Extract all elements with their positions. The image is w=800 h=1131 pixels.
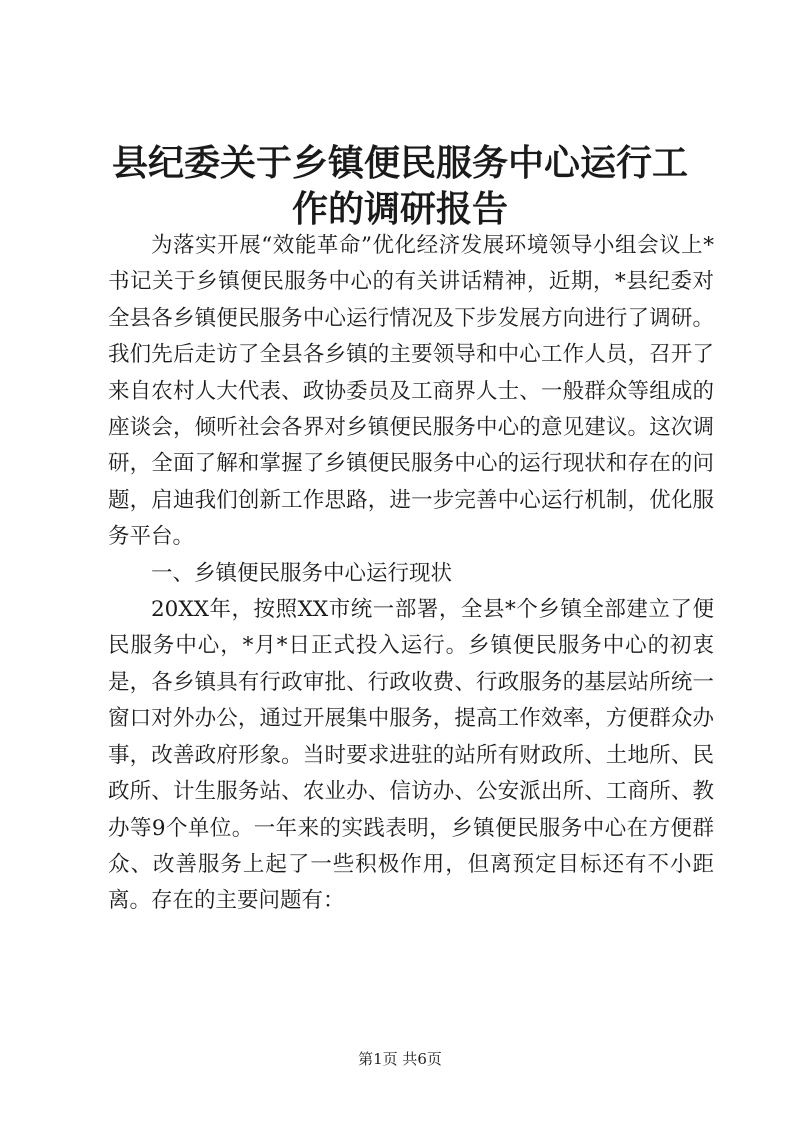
paragraph-status: 20XX年，按照XX市统一部署，全县*个乡镇全部建立了便民服务中心，*月*日正式投入运行。乡镇便民服务中心的初衷是，各乡镇具有行政审批、行政收费、行政服务的基层站所统一窗口对外办公，通过开展集中服务，提高工作效率，方便群众办事，改善政府形象。当时要求进驻的站所有财政所、土地所、民政所、计生服务站、农业办、信访办、公安派出所、工商所、教办等9个单位。一年来的实践表明，乡镇便民服务中心在方便群众、改善服务上起了一些积极作用，但离预定目标还有不小距离。存在的主要问题有： [108, 597, 714, 914]
page-footer: 第1页 共6页 [358, 1050, 442, 1068]
document-title: 县纪委关于乡镇便民服务中心运行工作的调研报告 [111, 142, 688, 230]
section-heading-1: 一、乡镇便民服务中心运行现状 [151, 560, 453, 586]
paragraph-intro: 为落实开展“效能革命”优化经济发展环境领导小组会议上*书记关于乡镇便民服务中心的有关讲话精神，近期，*县纪委对全县各乡镇便民服务中心运行情况及下步发展方向进行了调研。我们先后走访了全县各乡镇的主要领导和中心工作人员，召开了来自农村人大代表、政协委员及工商界人士、一般群众等组成的座谈会，倾听社会各界对乡镇便民服务中心的意见建议。这次调研，全面了解和掌握了乡镇便民服务中心的运行现状和存在的问题，启迪我们创新工作思路，进一步完善中心运行机制，优化服务平台。 [108, 233, 714, 550]
document-body [108, 228, 714, 920]
